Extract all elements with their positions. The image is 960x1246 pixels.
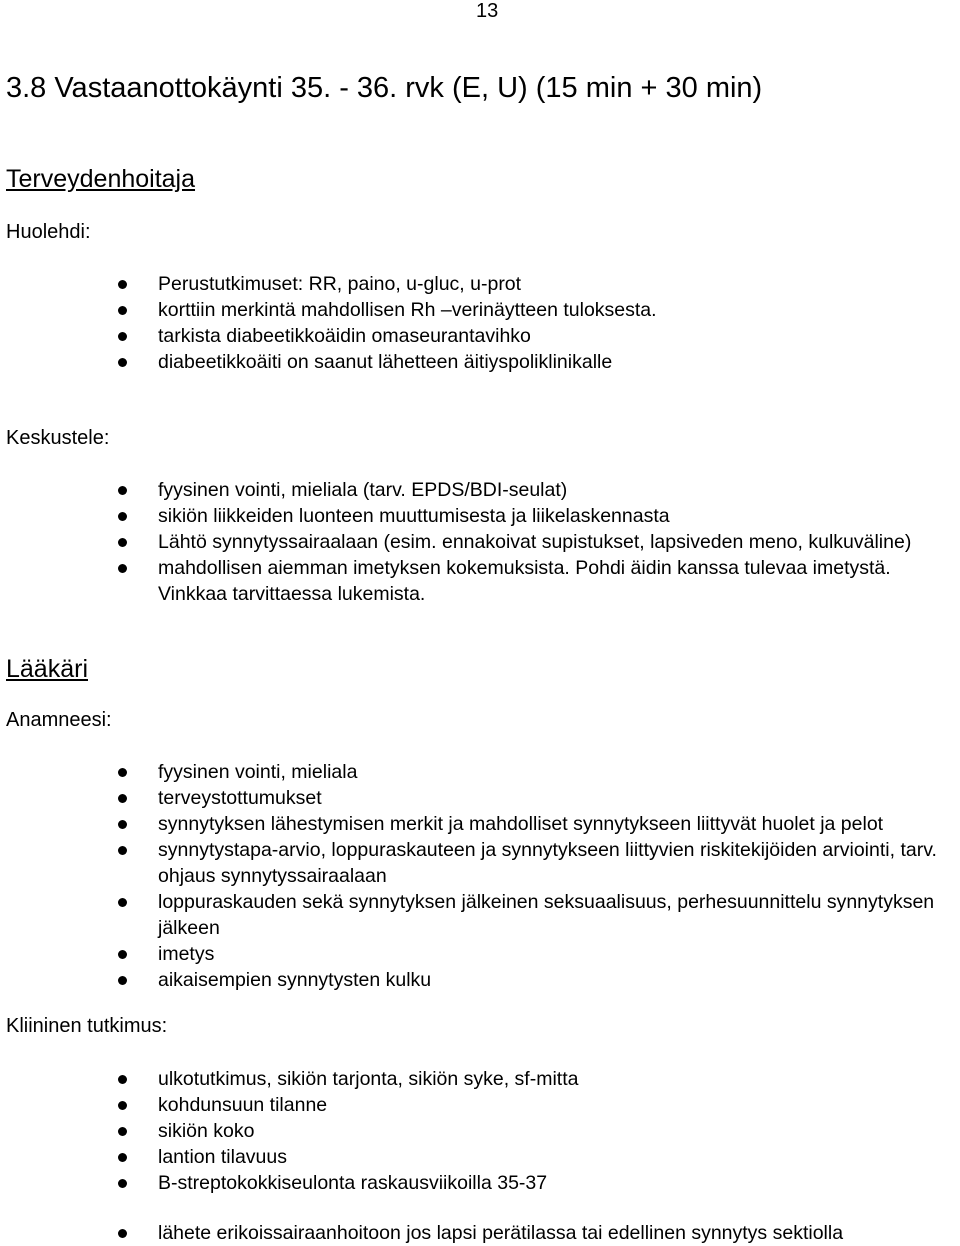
bullet-icon [118, 1179, 127, 1188]
list-item-text: sikiön liikkeiden luonteen muuttumisesta ja liikelaskennasta [158, 505, 670, 527]
list-item [118, 529, 954, 555]
list-item [118, 941, 954, 967]
bullet-icon [118, 1229, 127, 1238]
take-care-list [118, 271, 954, 375]
referral-list [118, 1220, 954, 1246]
list-item-text: fyysinen vointi, mieliala [158, 761, 358, 783]
list-item-text: tarkista diabeetikkoäidin omaseurantavihko [158, 325, 531, 347]
bullet-icon [118, 820, 127, 829]
bullet-icon [118, 306, 127, 315]
page-number: 13 [476, 0, 499, 22]
list-item [118, 811, 954, 837]
bullet-icon [118, 1127, 127, 1136]
clinical-exam-list [118, 1066, 954, 1196]
bullet-icon [118, 794, 127, 803]
bullet-icon [118, 898, 127, 907]
bullet-icon [118, 332, 127, 341]
list-item-text: aikaisempien synnytysten kulku [158, 969, 432, 991]
discuss-label: Keskustele: [6, 427, 110, 449]
bullet-icon [118, 564, 127, 573]
list-item [118, 1092, 954, 1118]
list-item [118, 1144, 954, 1170]
bullet-icon [118, 538, 127, 547]
take-care-label: Huolehdi: [6, 221, 91, 243]
list-item-text: imetys [158, 943, 215, 965]
list-item [118, 1118, 954, 1144]
list-item-text: synnytystapa-arvio, loppuraskauteen ja synnytykseen liittyvien riskitekijöiden arviointi, tarv. ohjaus synnytyssairaalaan [158, 839, 937, 887]
list-item [118, 477, 954, 503]
bullet-icon [118, 950, 127, 959]
bullet-icon [118, 976, 127, 985]
nurse-title: Terveydenhoitaja [6, 165, 196, 193]
clinical-exam-label: Kliininen tutkimus: [6, 1015, 168, 1037]
bullet-icon [118, 1075, 127, 1084]
list-item-text: lantion tilavuus [158, 1146, 287, 1168]
bullet-icon [118, 512, 127, 521]
list-item-text: mahdollisen aiemman imetyksen kokemuksista. Pohdi äidin kanssa tulevaa imetystä. Vinkkaa tarvittaessa lukemista. [158, 557, 891, 605]
list-item [118, 323, 954, 349]
list-item [118, 503, 954, 529]
doctor-title: Lääkäri [6, 655, 88, 683]
list-item-text: sikiön koko [158, 1120, 255, 1142]
bullet-icon [118, 846, 127, 855]
discuss-list [118, 477, 954, 607]
list-item [118, 297, 954, 323]
list-item-text: fyysinen vointi, mieliala (tarv. EPDS/BDI-seulat) [158, 479, 568, 501]
bullet-icon [118, 768, 127, 777]
list-item-text: B-streptokokkiseulonta raskausviikoilla 35-37 [158, 1172, 548, 1194]
list-item-text: Perustutkimuset: RR, paino, u-gluc, u-prot [158, 273, 522, 295]
list-item-text: lähete erikoissairaanhoitoon jos lapsi perätilassa tai edellinen synnytys sektiolla [158, 1222, 844, 1244]
list-item-text: ulkotutkimus, sikiön tarjonta, sikiön syke, sf-mitta [158, 1068, 579, 1090]
list-item-text: korttiin merkintä mahdollisen Rh –verinäytteen tuloksesta. [158, 299, 657, 321]
bullet-icon [118, 486, 127, 495]
list-item-text: kohdunsuun tilanne [158, 1094, 328, 1116]
bullet-icon [118, 358, 127, 367]
list-item-text: diabeetikkoäiti on saanut lähetteen äitiyspoliklinikalle [158, 351, 613, 373]
section-heading: 3.8 Vastaanottokäynti 35. - 36. rvk (E, U) (15 min + 30 min) [6, 72, 763, 104]
list-item-text: loppuraskauden sekä synnytyksen jälkeinen seksuaalisuus, perhesuunnittelu synnytyksen jälkeen [158, 891, 935, 939]
list-item [118, 555, 954, 607]
list-item [118, 271, 954, 297]
list-item [118, 349, 954, 375]
list-item [118, 837, 954, 889]
list-item [118, 1066, 954, 1092]
anamnesis-list [118, 759, 954, 993]
anamnesis-label: Anamneesi: [6, 709, 112, 731]
list-item [118, 967, 954, 993]
bullet-icon [118, 1153, 127, 1162]
bullet-icon [118, 1101, 127, 1110]
list-item [118, 785, 954, 811]
list-item-text: terveystottumukset [158, 787, 322, 809]
list-item-text: synnytyksen lähestymisen merkit ja mahdolliset synnytykseen liittyvät huolet ja pelot [158, 813, 884, 835]
list-item [118, 889, 954, 941]
bullet-icon [118, 280, 127, 289]
list-item [118, 1170, 954, 1196]
list-item [118, 1220, 954, 1246]
list-item [118, 759, 954, 785]
list-item-text: Lähtö synnytyssairaalaan (esim. ennakoivat supistukset, lapsiveden meno, kulkuväline) [158, 531, 912, 553]
